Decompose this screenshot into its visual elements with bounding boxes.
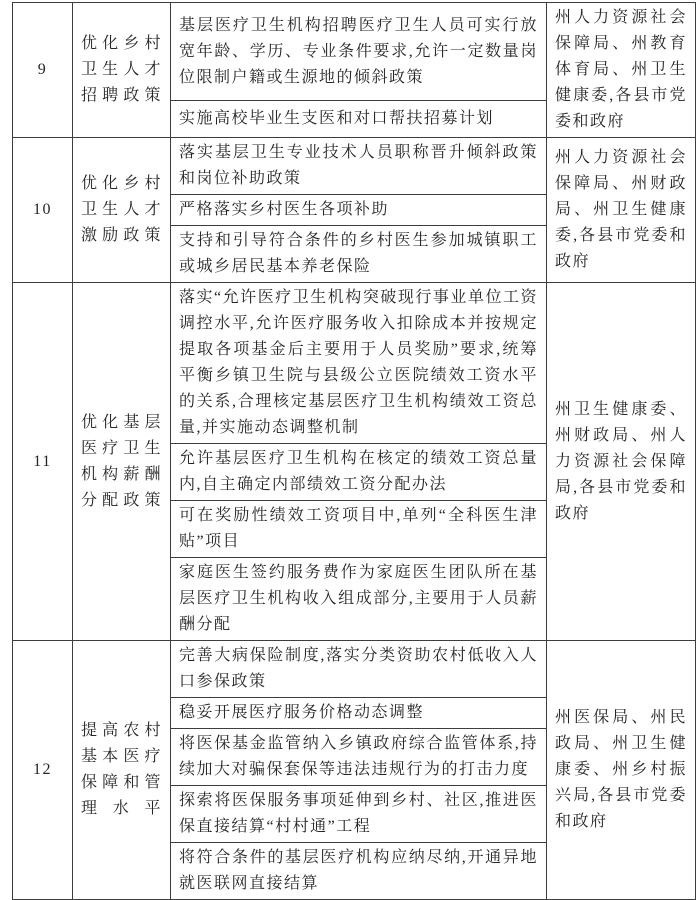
measure-cell: 支持和引导符合条件的乡村医生参加城镇职工或城乡居民基本养老保险: [171, 226, 547, 283]
measure-cell: 基层医疗卫生机构招聘医疗卫生人员可实行放宽年龄、学历、专业条件要求,允许一定数量岗位限制户籍或生源地的倾斜政策: [171, 3, 547, 101]
departments-cell: 州医保局、州民政局、州卫生健康委、州乡村振兴局,各县市党委和政府: [547, 641, 696, 900]
table-row: [13, 138, 696, 195]
measure-cell: 将符合条件的基层医疗机构应纳尽纳,开通异地就医联网直接结算: [171, 843, 547, 900]
row-number-cell: 11: [13, 283, 73, 641]
category-cell: 优化基层医疗卫生机构薪酬分配政策: [73, 283, 171, 641]
measure-cell: 可在奖励性绩效工资项目中,单列“全科医生津贴”项目: [171, 501, 547, 558]
measure-cell: 落实基层卫生专业技术人员职称晋升倾斜政策和岗位补助政策: [171, 138, 547, 195]
measure-cell: 将医保基金监管纳入乡镇政府综合监管体系,持续加大对骗保套保等违法违规行为的打击力度: [171, 729, 547, 786]
measure-cell: 稳妥开展医疗服务价格动态调整: [171, 698, 547, 729]
category-cell: 优化乡村卫生人才激励政策: [73, 138, 171, 283]
departments-cell: 州人力资源社会保障局、州教育体育局、州卫生健康委,各县市党委和政府: [547, 3, 696, 138]
measure-cell: 实施高校毕业生支医和对口帮扶招募计划: [171, 101, 547, 138]
table-row: [13, 641, 696, 698]
measure-cell: 家庭医生签约服务费作为家庭医生团队所在基层医疗卫生机构收入组成部分,主要用于人员薪酬分配: [171, 558, 547, 641]
category-cell: 优化乡村卫生人才招聘政策: [73, 3, 171, 138]
measure-cell: 允许基层医疗卫生机构在核定的绩效工资总量内,自主确定内部绩效工资分配办法: [171, 444, 547, 501]
measure-cell: 落实“允许医疗卫生机构突破现行事业单位工资调控水平,允许医疗服务收入扣除成本并按规定提取各项基金后主要用于人员奖励”要求,统筹平衡乡镇卫生院与县级公立医院绩效工资水平的关系,合理核定基层医疗卫生机构绩效工资总量,并实施动态调整机制: [171, 283, 547, 444]
row-number-cell: 12: [13, 641, 73, 900]
row-number-cell: 10: [13, 138, 73, 283]
measure-cell: 探索将医保服务事项延伸到乡村、社区,推进医保直接结算“村村通”工程: [171, 786, 547, 843]
departments-cell: 州人力资源社会保障局、州财政局、州卫生健康委,各县市党委和政府: [547, 138, 696, 283]
departments-cell: 州卫生健康委、州财政局、州人力资源社会保障局,各县市党委和政府: [547, 283, 696, 641]
policy-table: [12, 2, 696, 900]
table-row: [13, 3, 696, 101]
measure-cell: 完善大病保险制度,落实分类资助农村低收入人口参保政策: [171, 641, 547, 698]
row-number-cell: 9: [13, 3, 73, 138]
table-row: [13, 283, 696, 444]
measure-cell: 严格落实乡村医生各项补助: [171, 195, 547, 226]
category-cell: 提高农村基本医疗保障和管理水平: [73, 641, 171, 900]
policy-table-body: [13, 3, 696, 900]
